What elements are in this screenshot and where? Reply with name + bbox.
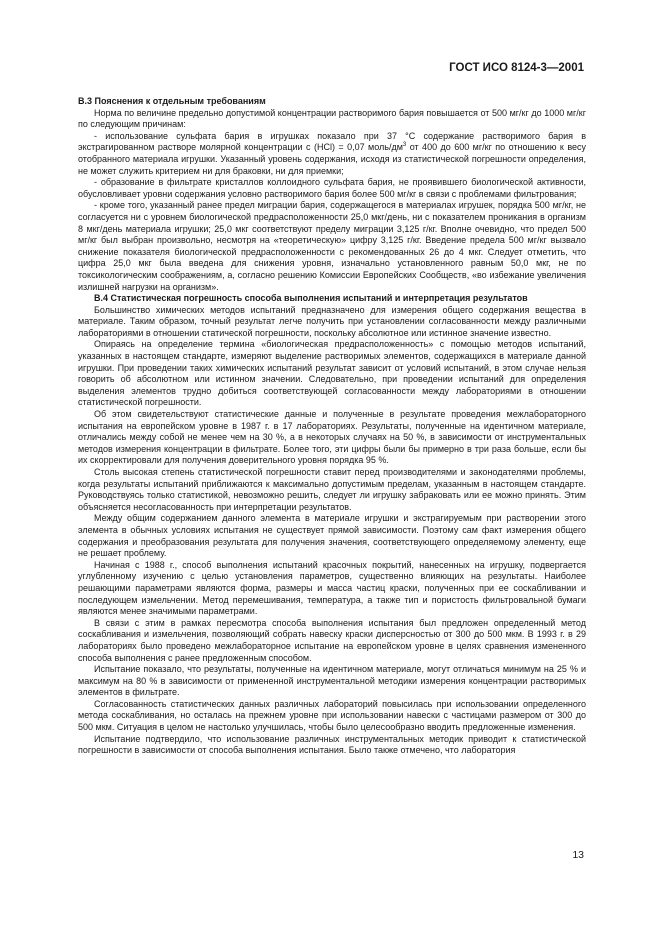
paragraph-reason-2: - образование в фильтрате кристаллов коллоидного сульфата бария, не проявившего биологической активности, обусловливает уровни содержания условно растворимого бария более 500 мг/кг в связи с проблемами фильтрования; — [78, 177, 586, 199]
paragraph: Между общим содержанием данного элемента в материале игрушки и экстрагируемым при растворении этого элемента в обычных условиях испытания не существует прямой зависимости. Поэтому сам факт измерения общего содержания и преобразования результата для получения значения, соответствующего определяемому элементу, еще не решает проблему. — [78, 513, 586, 559]
paragraph: Столь высокая степень статистической погрешности ставит перед производителями и законодателями проблемы, когда результаты испытаний приближаются к максимально допустимым пределам, указанным в настоящем стандарте. Руководствуясь только статистикой, невозможно решить, следует ли игрушку забраковать или ее можно принять. Этим объясняется несогласованность при интерпретации результатов. — [78, 467, 586, 512]
paragraph: Испытание показало, что результаты, полученные на идентичном материале, могут отличаться минимум на 25 % и максимум на 80 % в зависимости от примененной инструментальной методики измерения концентрации растворимых элементов в фильтрате. — [78, 664, 586, 698]
paragraph-reason-3: - кроме того, указанный ранее предел миграции бария, содержащегося в материалах игрушек, порядка 500 мг/кг, не согласуется ни с уровнем биологической предрасположенности 25,0 мкг/день, ни с показателем проникания в организм 8 мкг/день материала игрушки; 25,0 мкг соответствуют пределу миграции 3,125 г/кг. Вполне очевидно, что предел 500 мг/кг был выбран произвольно, несмотря на «теоретическую» цифру 3,125 г/кг. Введение предела 500 мг/кг вызвало снижение показателя биологической предрасположенности с рекомендованных 26 до 4 мкг. Следует отметить, что цифра 25,0 мкг была введена для снижения уровня, изначально установленного равным 50,0 мкг, не по токсикологическим соображениям, а, согласно решению Комиссии Европейских Сообществ, «во избежание увеличения излишней нагрузки на организм». — [78, 200, 586, 292]
superscript: 3 — [402, 142, 407, 149]
page-body — [78, 96, 586, 757]
section-heading-b3: В.3 Пояснения к отдельным требованиям — [78, 96, 266, 106]
paragraph: Начиная с 1988 г., способ выполнения испытаний красочных покрытий, нанесенных на игрушку, подвергается углубленному изучению с целью установления параметров, существенно влияющих на результаты. Наиболее решающими параметрами являются форма, размеры и масса частиц краски, полученных при ее соскабливании и последующем измельчении. Метод перемешивания, температура, а также тип и пористость фильтровальной бумаги являются менее значимыми параметрами. — [78, 559, 586, 617]
paragraph: Согласованность статистических данных различных лабораторий повысилась при использовании определенного метода соскабливания, но осталась на прежнем уровне при использовании навески с частицами размером от 300 до 500 мкм. Ситуация в целом не настолько улучшилась, чтобы было целесообразно вводить предложенные изменения. — [78, 698, 586, 733]
paragraph: Норма по величине предельно допустимой концентрации растворимого бария повышается от 500 мг/кг до 1000 мг/кг по следующим причинам: — [78, 107, 586, 130]
paragraph: Большинство химических методов испытаний предназначено для измерения общего содержания вещества в материале. Таким образом, точный результат легче получить при установлении согласованности между различными лабораториями в отношении статической погрешности, поскольку абсолютное или истинное значение известно. — [78, 304, 586, 338]
paragraph: Опираясь на определение термина «биологическая предрасположенность» с помощью методов испытаний, указанных в настоящем стандарте, измеряют выделение растворимых элементов, содержащихся в материале данной игрушки. При проведении таких химических испытаний результат зависит от условий испытаний, в этом случае нельзя говорить об абсолютном или истинном значении. Следовательно, при проведении испытаний для определения выделения элементов трудно добиться соответствующей согласованности между лабораториями в отношении статистической погрешности. — [78, 339, 586, 408]
section-heading-b4: В.4 Статистическая погрешность способа выполнения испытаний и интерпретация результатов — [94, 293, 528, 304]
paragraph: Испытание подтвердило, что использование различных инструментальных методик приводит к статистической погрешности в зависимости от способа выполнения испытания. Было также отмечено, что лаборатория — [78, 733, 586, 756]
paragraph: Об этом свидетельствуют статистические данные и полученные в результате проведения межлабораторного испытания на европейском уровне в 1987 г. в 17 лабораториях. Результаты, полученные на идентичном материале, отличались между собой не менее чем на 30 %, а в некоторых случаях на 50 %, в зависимости от инструментальных методов измерения концентрации в фильтрате. Более того, эти цифры были бы примерно в три раза больше, если бы их скорректировали для получения доверительного уровня порядка 95 %. — [78, 409, 586, 466]
paragraph: В связи с этим в рамках пересмотра способа выполнения испытания был предложен определенный метод соскабливания и измельчения, позволяющий собрать навеску краски дисперсностью от 300 до 500 мкм. В 1993 г. в 29 лабораториях было проведено межлабораторное испытание на европейском уровне в целях сравнения измененного способа выполнения с ранее предложенным способом. — [78, 617, 586, 663]
reason-1-text-cont: от 400 до 600 мг/кг по отношению к весу отобранного материала игрушки. Указанный уровень содержания, исходя из статистической погрешности определения, не может служить критерием ни для браковки, ни для приемки; — [78, 142, 586, 176]
document-header: ГОСТ ИСО 8124-3—2001 — [449, 62, 584, 74]
page-number: 13 — [572, 849, 584, 861]
paragraph-reason-1 — [78, 131, 586, 177]
reason-1-text: - использование сульфата бария в игрушках показало при 37 °С содержание растворимого бария в экстрагированном растворе молярной концентрации с (HCl) = 0,07 моль/дм — [78, 130, 586, 153]
